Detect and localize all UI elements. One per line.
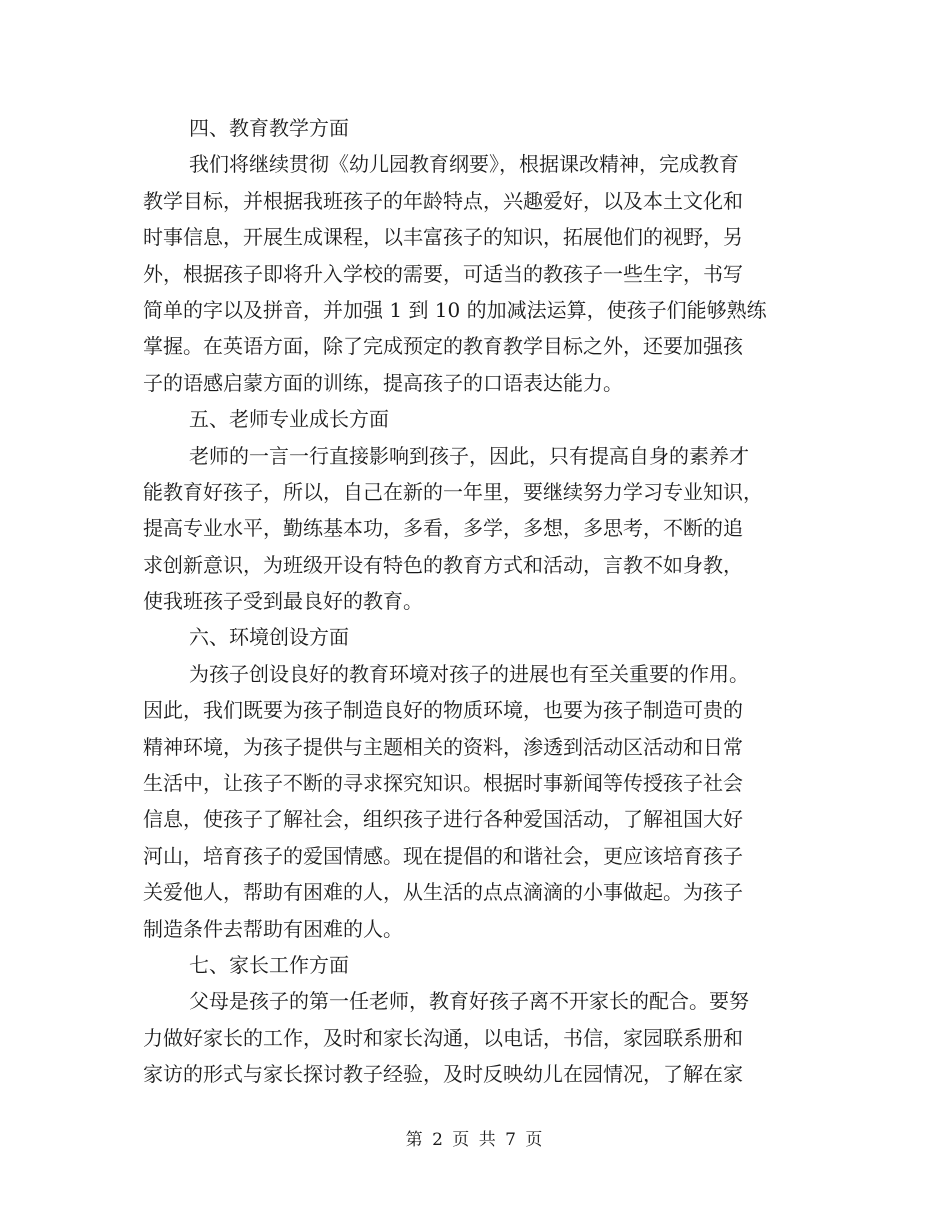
paragraph-line: 老师的一言一行直接影响到孩子，因此，只有提高自身的素养才 xyxy=(189,443,749,468)
page-footer: 第 2 页 共 7 页 xyxy=(405,1130,545,1150)
paragraph-line: 信息，使孩子了解社会，组织孩子进行各种爱国活动，了解祖国大好 xyxy=(143,807,743,832)
paragraph-line: 使我班孩子受到最良好的教育。 xyxy=(143,589,423,614)
section-environment xyxy=(143,619,803,947)
section-teacher-growth xyxy=(143,401,803,619)
paragraph-line: 简单的字以及拼音，并加强 1 到 10 的加减法运算，使孩子们能够熟练 xyxy=(143,297,767,322)
paragraph-line: 因此，我们既要为孩子制造良好的物质环境，也要为孩子制造可贵的 xyxy=(143,698,743,723)
paragraph-line: 提高专业水平，勤练基本功，多看，多学，多想，多思考，不断的追 xyxy=(143,516,743,541)
paragraph-line: 求创新意识，为班级开设有特色的教育方式和活动，言教不如身教， xyxy=(143,552,743,577)
paragraph-line: 制造条件去帮助有困难的人。 xyxy=(143,916,403,941)
paragraph-line: 父母是孩子的第一任老师，教育好孩子离不开家长的配合。要努 xyxy=(189,989,749,1014)
section-heading: 六、环境创设方面 xyxy=(189,625,349,650)
paragraph-line: 外，根据孩子即将升入学校的需要，可适当的教孩子一些生字，书写 xyxy=(143,261,743,286)
paragraph-line: 教学目标，并根据我班孩子的年龄特点，兴趣爱好，以及本土文化和 xyxy=(143,188,743,213)
paragraph-line: 关爱他人，帮助有困难的人，从生活的点点滴滴的小事做起。为孩子 xyxy=(143,880,743,905)
paragraph-line: 力做好家长的工作，及时和家长沟通，以电话，书信，家园联系册和 xyxy=(143,1025,743,1050)
section-heading: 七、家长工作方面 xyxy=(189,952,349,977)
paragraph-line: 精神环境，为孩子提供与主题相关的资料，渗透到活动区活动和日常 xyxy=(143,734,743,759)
paragraph-line: 为孩子创设良好的教育环境对孩子的进展也有至关重要的作用。 xyxy=(189,661,749,686)
paragraph-line: 家访的形式与家长探讨教子经验，及时反映幼儿在园情况，了解在家 xyxy=(143,1062,743,1087)
document-body xyxy=(143,110,803,1093)
section-parent-work xyxy=(143,947,803,1093)
section-education-teaching xyxy=(143,110,803,401)
paragraph-line: 生活中，让孩子不断的寻求探究知识。根据时事新闻等传授孩子社会 xyxy=(143,771,743,796)
paragraph-line: 能教育好孩子，所以，自己在新的一年里，要继续努力学习专业知识， xyxy=(143,479,763,504)
paragraph-line: 掌握。在英语方面，除了完成预定的教育教学目标之外，还要加强孩 xyxy=(143,334,743,359)
paragraph-line: 我们将继续贯彻《幼儿园教育纲要》，根据课改精神，完成教育 xyxy=(189,152,739,177)
paragraph-line: 时事信息，开展生成课程，以丰富孩子的知识，拓展他们的视野，另 xyxy=(143,225,743,250)
section-heading: 四、教育教学方面 xyxy=(189,116,349,140)
section-heading: 五、老师专业成长方面 xyxy=(189,407,389,432)
paragraph-line: 子的语感启蒙方面的训练，提高孩子的口语表达能力。 xyxy=(143,370,623,395)
paragraph-line: 河山，培育孩子的爱国情感。现在提倡的和谐社会，更应该培育孩子 xyxy=(143,843,743,868)
